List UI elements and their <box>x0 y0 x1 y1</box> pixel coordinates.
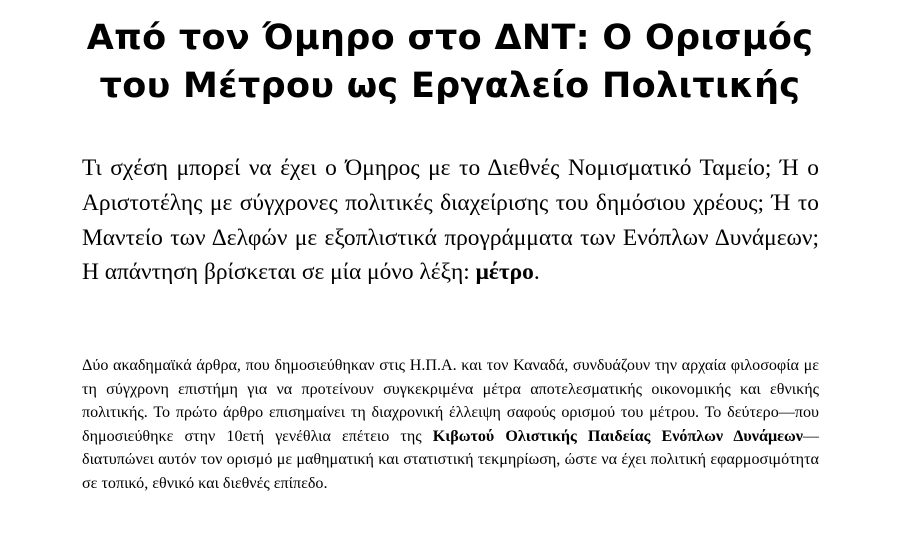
lead-text: Τι σχέση μπορεί να έχει ο Όμηρος με το Διεθνές Νομισματικό Ταμείο; Ή ο Αριστοτέλης με σύγχρονες πολιτικές διαχείρισης του δημόσιου χρέους; Ή το Μαντείο των Δελφών με εξοπλιστικά προγράμματα των Ενόπλων Δυνάμεων; Η απάντηση βρίσκεται σε μία μόνο λέξη: <box>82 155 819 286</box>
organization-name: Κιβωτού Ολιστικής Παιδείας Ενόπλων Δυνάμεων <box>432 427 803 445</box>
page-title-line-2: του Μέτρου ως Εργαλείο Πολιτικής <box>99 66 801 106</box>
body-text-after: —διατυπώνει αυτόν τον ορισμό με μαθηματική και στατιστική τεκμηρίωση, ώστε να έχει πολιτική εφαρμοσιμότητα σε τοπικό, εθνικό και διεθνές επίπεδο. <box>82 427 819 492</box>
body-paragraph <box>82 354 819 496</box>
body-text-before: Δύο ακαδημαϊκά άρθρα, που δημοσιεύθηκαν στις Η.Π.Α. και τον Καναδά, συνδυάζουν την αρχαία φιλοσοφία με τη σύγχρονη επιστήμη για να προτείνουν συγκεκριμένα μέτρα αποτελεσματικής οικονομικής και εθνικής πολιτικής. Το πρώτο άρθρο επισημαίνει τη διαχρονική έλλειψη σαφούς ορισμού του μέτρου. Το δεύτερο—που δημοσιεύθηκε στην 10ετή γενέθλια επέτειο της <box>82 357 819 445</box>
lead-paragraph <box>82 151 819 290</box>
lead-end: . <box>533 259 540 286</box>
lead-keyword: μέτρο <box>475 259 534 286</box>
page-title-line-1: Από τον Όμηρο στο ΔΝΤ: Ο Ορισμός <box>86 18 814 58</box>
page-title <box>40 14 860 110</box>
